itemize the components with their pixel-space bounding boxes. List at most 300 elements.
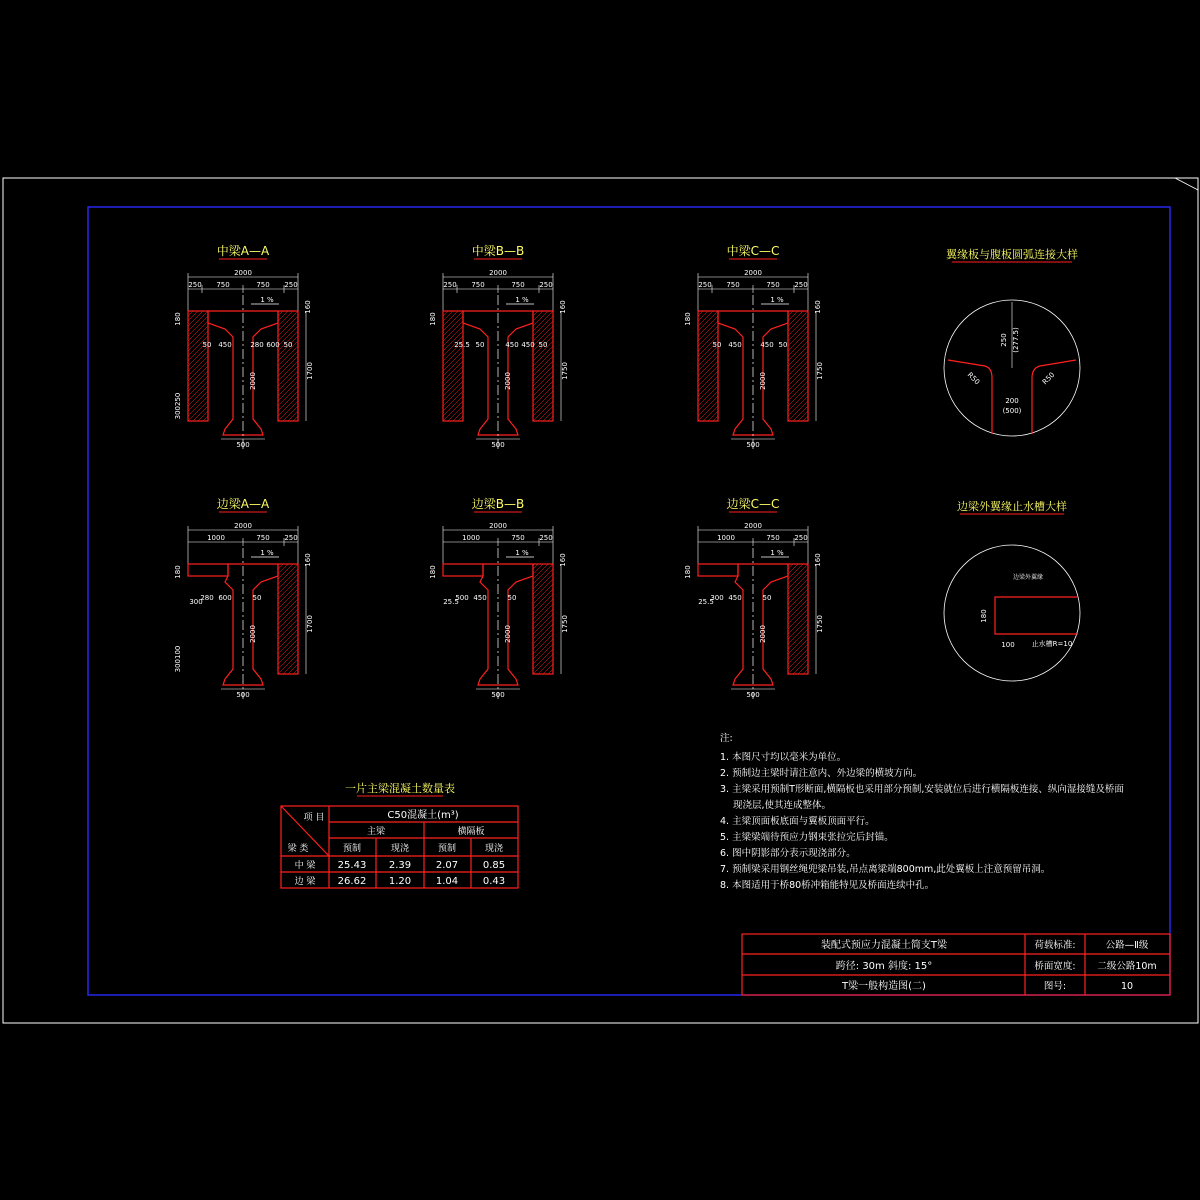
dimension-label: 止水槽R=10: [1031, 640, 1073, 648]
hatch-line: [533, 634, 553, 654]
hatch-line: [788, 311, 808, 331]
hatch-line: [788, 376, 808, 396]
dimension-label: (277.5): [1012, 327, 1020, 353]
hatch-line: [188, 366, 208, 386]
hatch-line: [788, 401, 808, 421]
hatch-line: [278, 361, 298, 381]
table-row-name: 边 梁: [294, 877, 316, 887]
hatch-line: [533, 599, 553, 619]
dimension-label: 25.5: [454, 341, 470, 349]
hatch-line: [533, 649, 553, 669]
dimension-label: 2000: [504, 372, 512, 390]
hatch-line: [278, 311, 298, 331]
frame-corner-mark: [1175, 178, 1198, 190]
hatch-line: [443, 346, 463, 366]
hatch-line: [288, 664, 298, 674]
outer-frame: [3, 178, 1198, 1023]
hatch-line: [698, 396, 718, 416]
hatch-line: [533, 311, 538, 316]
hatch-line: [443, 366, 463, 386]
hatch-line: [188, 321, 208, 341]
load-standard-label: 荷载标准:: [1034, 940, 1076, 951]
dimension-label: 1 %: [260, 296, 274, 304]
detail-circle: [944, 545, 1080, 681]
note-item: 4. 主梁顶面板底面与翼板顶面平行。: [720, 816, 875, 827]
dimension-label: 500: [746, 691, 760, 699]
hatch-line: [203, 416, 208, 421]
hatch-line: [788, 629, 808, 649]
dimension-label: R50: [965, 370, 982, 387]
hatch-line: [788, 371, 808, 391]
hatch-line: [278, 569, 298, 589]
hatch-line: [788, 386, 808, 406]
dimension-label: 2000: [234, 522, 252, 530]
dimension-label: 50: [475, 341, 485, 349]
dimension-label: 50: [778, 341, 788, 349]
hatch-line: [188, 351, 208, 371]
hatch-line: [188, 316, 208, 336]
dimension-label: 160: [304, 553, 312, 567]
hatch-line: [533, 564, 553, 584]
hatch-line: [788, 361, 808, 381]
table-sub: 预制: [437, 844, 457, 854]
dimension-label: 180: [684, 312, 692, 326]
hatch-line: [278, 386, 298, 406]
section-title: 边梁A—A: [216, 497, 270, 511]
notes-heading: 注:: [720, 733, 733, 744]
hatch-line: [788, 589, 808, 609]
hatch-line: [788, 326, 808, 346]
dimension-label: 500: [455, 594, 469, 602]
title-block: [742, 934, 1170, 995]
hatch-line: [788, 316, 808, 336]
hatch-line: [698, 321, 718, 341]
hatch-line: [788, 644, 808, 664]
hatch-line: [698, 356, 718, 376]
hatch-line: [803, 416, 808, 421]
dimension-label: 180: [174, 312, 182, 326]
hatch-line: [188, 376, 208, 396]
dimension-label: 2000: [744, 522, 762, 530]
hatch-line: [788, 321, 808, 341]
dimension-label: 280: [200, 594, 214, 602]
hatch-line: [533, 386, 553, 406]
hatch-line: [788, 579, 808, 599]
dimension-label: 边梁外翼缘: [1012, 574, 1044, 581]
hatch-line: [443, 391, 463, 411]
beam-section: [174, 496, 314, 699]
hatch-line: [278, 371, 298, 391]
hatch-line: [443, 311, 448, 316]
hatch-line: [788, 381, 808, 401]
table-title: 一片主梁混凝土数量表: [345, 782, 455, 795]
hatch-line: [533, 564, 538, 569]
table-concrete-header: C50混凝土(m³): [387, 810, 459, 821]
hatch-line: [533, 376, 553, 396]
hatch-line: [788, 341, 808, 361]
hatch-line: [713, 416, 718, 421]
hatch-line: [278, 401, 298, 421]
dimension-label: 600: [266, 341, 280, 349]
hatch-line: [278, 316, 298, 336]
hatch-line: [443, 386, 463, 406]
dimension-label: R50: [1040, 370, 1057, 387]
note-item: 1. 本图尺寸均以毫米为单位。: [720, 752, 847, 763]
dimension-label: 2000: [504, 625, 512, 643]
hatch-line: [533, 569, 553, 589]
hatch-line: [803, 669, 808, 674]
hatch-line: [458, 416, 463, 421]
note-item: 3. 主梁采用预制T形断面,横隔板也采用部分预制,安装就位后进行横隔板连接、纵向湿接缝及桥面: [720, 784, 1124, 795]
dimension-label: 450: [505, 341, 519, 349]
dimension-label: 50: [283, 341, 293, 349]
hatch-line: [548, 416, 553, 421]
hatch-line: [533, 584, 553, 604]
flange-edge-outline: [995, 597, 1078, 634]
title-line-1: 装配式预应力混凝土简支T梁: [820, 940, 948, 951]
dimension-label: 2000: [744, 269, 762, 277]
dimension-label: 160: [814, 300, 822, 314]
table-cell: 0.43: [482, 876, 506, 887]
dimension-label: 1000: [207, 534, 225, 542]
hatch-line: [443, 401, 463, 421]
dimension-label: 450: [521, 341, 535, 349]
hatch-line: [288, 411, 298, 421]
dimension-label: 500: [236, 691, 250, 699]
note-item: 现浇层,使其连成整体。: [733, 800, 832, 811]
load-standard-value: 公路—Ⅱ级: [1105, 940, 1149, 951]
table-corner-top: 项 目: [303, 813, 325, 823]
hatch-line: [278, 311, 288, 321]
dimension-label: 750: [766, 281, 780, 289]
hatch-line: [788, 634, 808, 654]
hatch-line: [543, 411, 553, 421]
hatch-line: [278, 321, 298, 341]
dimension-label: 1750: [561, 362, 569, 380]
dimension-label: 2000: [234, 269, 252, 277]
dimension-label: 250: [539, 534, 553, 542]
hatch-line: [533, 654, 553, 674]
note-item: 6. 图中阴影部分表示现浇部分。: [720, 848, 856, 859]
drip-groove-detail: [944, 499, 1080, 681]
detail-views: [944, 247, 1080, 681]
hatch-line: [533, 614, 553, 634]
hatch-line: [198, 411, 208, 421]
flange-web-fillet-detail: [944, 247, 1080, 436]
dimension-label: 250: [443, 281, 457, 289]
hatch-line: [698, 386, 718, 406]
hatch-line: [533, 624, 553, 644]
table-row-name: 中 梁: [294, 861, 316, 871]
section-title: 中梁B—B: [471, 244, 525, 258]
drawing-no-value: 10: [1120, 981, 1134, 992]
hatch-line: [278, 346, 298, 366]
hatch-line: [278, 624, 298, 644]
hatch-line: [533, 644, 553, 664]
dimension-label: 750: [256, 281, 270, 289]
hatch-line: [188, 311, 193, 316]
dimension-label: 180: [980, 609, 988, 623]
hatch-line: [188, 381, 208, 401]
dimension-label: 300250: [174, 392, 182, 420]
hatch-line: [278, 381, 298, 401]
beam-section: [684, 243, 824, 449]
dimension-label: 1700: [306, 362, 314, 380]
hatch-line: [543, 664, 553, 674]
hatch-line: [788, 366, 808, 386]
table-cell: 1.04: [435, 876, 459, 887]
hatch-line: [788, 584, 808, 604]
hatch-line: [788, 609, 808, 629]
hatch-line: [788, 564, 798, 574]
hatch-line: [278, 564, 298, 584]
dimension-label: 2000: [249, 625, 257, 643]
dimension-label: 180: [429, 312, 437, 326]
section-title: 边梁C—C: [726, 497, 780, 511]
hatch-line: [278, 644, 298, 664]
hatch-line: [533, 574, 553, 594]
beam-section: [684, 496, 824, 699]
dimension-label: 450: [760, 341, 774, 349]
dimension-label: 750: [216, 281, 230, 289]
hatch-line: [443, 311, 463, 331]
hatch-line: [278, 629, 298, 649]
hatch-line: [788, 356, 808, 376]
hatch-line: [278, 634, 298, 654]
hatch-line: [443, 311, 453, 321]
dimension-label: 160: [559, 300, 567, 314]
table-cell: 0.85: [482, 860, 506, 871]
hatch-line: [698, 381, 718, 401]
hatch-line: [788, 599, 808, 619]
dimension-label: 750: [511, 281, 525, 289]
table-cell: 25.43: [337, 860, 367, 871]
hatch-line: [278, 589, 298, 609]
blue-border: [88, 207, 1170, 995]
hatch-line: [788, 604, 808, 624]
beam-section: [429, 243, 569, 449]
hatch-line: [788, 336, 808, 356]
hatch-line: [698, 401, 718, 421]
hatch-line: [788, 564, 808, 584]
hatch-line: [788, 614, 808, 634]
deck-width-label: 桥面宽度:: [1034, 961, 1076, 972]
general-notes: [720, 732, 1124, 891]
dimension-label: 2000: [759, 372, 767, 390]
precast-t-beam-outline: [478, 564, 533, 685]
hatch-line: [788, 619, 808, 639]
cantilever-flange: [443, 564, 483, 576]
hatch-line: [443, 376, 463, 396]
table-cell: 2.39: [388, 860, 412, 871]
dimension-label: 300: [710, 594, 724, 602]
dimension-label: 450: [218, 341, 232, 349]
hatch-line: [788, 331, 808, 351]
hatch-line: [278, 594, 298, 614]
dimension-label: 2000: [249, 372, 257, 390]
hatch-line: [278, 619, 298, 639]
hatch-line: [278, 351, 298, 371]
hatch-line: [533, 316, 553, 336]
hatch-line: [293, 416, 298, 421]
dimension-label: 250: [284, 281, 298, 289]
hatch-line: [188, 356, 208, 376]
table-cell: 26.62: [337, 876, 367, 887]
hatch-line: [188, 346, 208, 366]
hatch-line: [533, 604, 553, 624]
hatch-line: [788, 311, 798, 321]
hatch-line: [533, 311, 553, 331]
note-item: 7. 预制梁采用钢丝绳兜梁吊装,吊点离梁端800mm,此处翼板上注意预留吊洞。: [720, 864, 1051, 875]
dimension-label: 450: [728, 341, 742, 349]
title-line-2: 跨径: 30m 斜度: 15°: [835, 961, 933, 972]
hatch-line: [278, 376, 298, 396]
hatch-line: [278, 391, 298, 411]
hatch-line: [443, 396, 463, 416]
hatch-line: [698, 371, 718, 391]
hatch-line: [533, 619, 553, 639]
hatch-line: [788, 574, 808, 594]
dimension-label: 180: [429, 565, 437, 579]
hatch-line: [278, 366, 298, 386]
table-cell: 2.07: [435, 860, 459, 871]
dimension-label: 1 %: [770, 549, 784, 557]
hatch-line: [533, 589, 553, 609]
hatch-line: [278, 604, 298, 624]
beam-section: [174, 243, 314, 449]
dimension-label: 250: [794, 281, 808, 289]
hatch-line: [188, 311, 208, 331]
hatch-line: [188, 386, 208, 406]
precast-t-beam-outline: [733, 564, 788, 685]
hatch-line: [698, 391, 718, 411]
hatch-line: [698, 361, 718, 381]
hatch-line: [788, 624, 808, 644]
hatch-line: [278, 564, 288, 574]
hatch-line: [188, 311, 198, 321]
hatch-line: [698, 376, 718, 396]
dimension-label: 50: [538, 341, 548, 349]
hatch-line: [698, 346, 718, 366]
dimension-label: 450: [473, 594, 487, 602]
dimension-label: 250: [1000, 333, 1008, 347]
hatch-line: [278, 311, 283, 316]
dimension-label: 750: [766, 534, 780, 542]
hatch-line: [443, 371, 463, 391]
dimension-label: 300100: [174, 645, 182, 673]
dimension-label: 50: [252, 594, 262, 602]
dimension-label: 200: [1005, 397, 1019, 405]
hatch-line: [453, 411, 463, 421]
table-corner-bottom: 梁 类: [287, 844, 309, 854]
hatch-line: [443, 381, 463, 401]
dimension-label: 100: [1001, 641, 1015, 649]
cantilever-flange: [188, 564, 228, 576]
dimension-label: 50: [712, 341, 722, 349]
table-sub: 现浇: [484, 844, 504, 854]
hatch-line: [278, 396, 298, 416]
dimension-label: 180: [174, 565, 182, 579]
hatch-line: [443, 316, 463, 336]
hatch-line: [533, 381, 553, 401]
dimension-label: 600: [218, 594, 232, 602]
hatch-line: [533, 356, 553, 376]
dimension-label: 2000: [489, 269, 507, 277]
section-title: 边梁B—B: [471, 497, 525, 511]
note-item: 8. 本图适用于桥80桥冲箱能特见及桥面连续中孔。: [720, 880, 935, 891]
hatch-line: [708, 411, 718, 421]
hatch-line: [788, 346, 808, 366]
dimension-label: 500: [491, 691, 505, 699]
dimension-label: 250: [284, 534, 298, 542]
dimension-label: 180: [684, 565, 692, 579]
hatch-line: [788, 569, 808, 589]
dimension-label: 500: [491, 441, 505, 449]
hatch-line: [548, 669, 553, 674]
dimension-label: 250: [794, 534, 808, 542]
hatch-line: [293, 669, 298, 674]
hatch-line: [798, 664, 808, 674]
hatch-line: [188, 396, 208, 416]
deck-width-value: 二级公路10m: [1097, 961, 1157, 972]
dimension-label: 300: [189, 598, 203, 606]
dimension-label: 50: [507, 594, 517, 602]
hatch-line: [188, 391, 208, 411]
hatch-line: [533, 391, 553, 411]
dimension-label: 750: [256, 534, 270, 542]
dimension-label: 160: [559, 553, 567, 567]
hatch-line: [698, 316, 718, 336]
table-cell: 1.20: [388, 876, 412, 887]
hatch-line: [278, 584, 298, 604]
dimension-label: 2000: [759, 625, 767, 643]
hatch-line: [278, 599, 298, 619]
dimension-label: 750: [471, 281, 485, 289]
hatch-line: [278, 564, 283, 569]
dimension-label: 500: [746, 441, 760, 449]
hatch-line: [533, 366, 553, 386]
hatch-line: [188, 371, 208, 391]
hatch-line: [698, 351, 718, 371]
hatch-line: [533, 629, 553, 649]
dimension-label: 1000: [462, 534, 480, 542]
hatch-line: [788, 654, 808, 674]
dimension-label: 50: [202, 341, 212, 349]
section-title: 中梁A—A: [216, 244, 270, 258]
dimension-label: 1 %: [515, 296, 529, 304]
hatch-line: [788, 639, 808, 659]
hatch-line: [443, 361, 463, 381]
table-group-main: 主梁: [366, 827, 386, 837]
hatch-line: [188, 361, 208, 381]
table-sub: 现浇: [390, 844, 410, 854]
hatch-line: [533, 321, 553, 341]
hatch-line: [278, 574, 298, 594]
dimension-label: 250: [539, 281, 553, 289]
dimension-label: 1750: [816, 362, 824, 380]
hatch-line: [533, 579, 553, 599]
hatch-line: [533, 396, 553, 416]
dimension-label: 2000: [489, 522, 507, 530]
beam-sections: [174, 243, 824, 699]
hatch-line: [788, 311, 793, 316]
hatch-line: [698, 311, 703, 316]
dimension-label: 280: [250, 341, 264, 349]
hatch-line: [788, 351, 808, 371]
dimension-label: 25.5: [698, 598, 714, 606]
hatch-line: [698, 311, 708, 321]
hatch-line: [788, 649, 808, 669]
